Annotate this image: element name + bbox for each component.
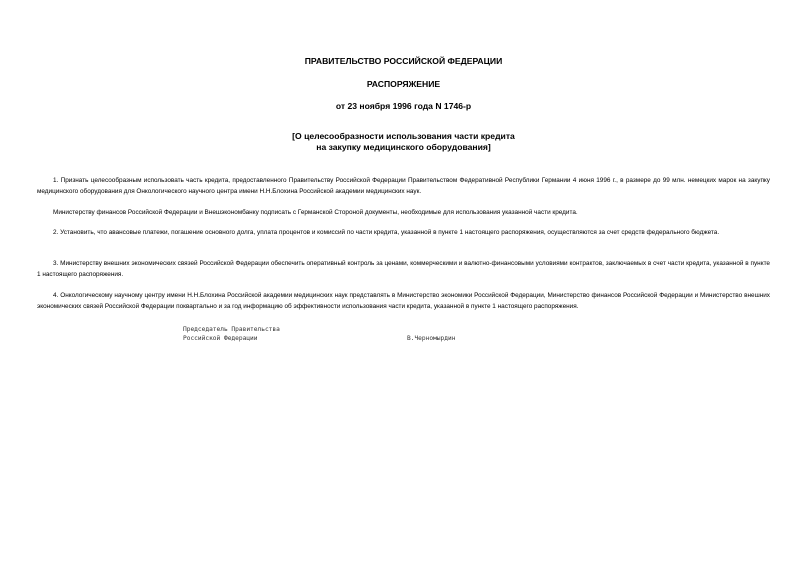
paragraph-2: Министерству финансов Российской Федерации и Внешэкономбанку подписать с Германской Стороной документы, необходимые для использования указанной части кредита.: [53, 209, 578, 217]
document-date-number: от 23 ноября 1996 года N 1746-р: [335, 101, 472, 111]
document-title-line-2: на закупку медицинского оборудования]: [316, 142, 491, 152]
paragraph-1: 1. Признать целесообразным использовать часть кредита, предоставленного Правительству Российской Федерации Правительством Федеративной Республики Германии 4 июня 1996 г., в размере до 99 млн. немецких марок на закупку медицинского оборудования для Онкологического научного центра имени Н.Н.Блохина Российской академии медицинских наук.: [37, 177, 770, 195]
signatory-name: В.Черномырдин: [407, 335, 456, 342]
signature-block: [0, 325, 807, 349]
paragraph-3: 2. Установить, что авансовые платежи, погашение основного долга, уплата процентов и комиссий по части кредита, указанной в пункте 1 настоящего распоряжения, осуществляются за счет средств федерального бюджета.: [53, 229, 720, 237]
document-type: РАСПОРЯЖЕНИЕ: [366, 79, 441, 89]
document-title-line-1: [О целесообразности использования части кредита: [292, 131, 515, 141]
paragraph-5: 4. Онкологическому научному центру имени Н.Н.Блохина Российской академии медицинских наук представлять в Министерство экономики Российской Федерации, Министерство финансов Российской Федерации и Министерство внешних экономических связей Российской Федерации поквартально и за год информацию об эффективности использования части кредита, указанной в пункте 1 настоящего распоряжения.: [37, 292, 770, 310]
paragraph-4: 3. Министерству внешних экономических связей Российской Федерации обеспечить оперативный контроль за ценами, коммерческими и валютно-финансовыми условиями контрактов, заключаемых в счет части кредита, указанной в пункте 1 настоящего распоряжения.: [37, 260, 770, 278]
signatory-position-line-1: Председатель Правительства: [183, 326, 280, 333]
signatory-position-line-2: Российской Федерации: [183, 335, 258, 342]
document-issuer: ПРАВИТЕЛЬСТВО РОССИЙСКОЙ ФЕДЕРАЦИИ: [304, 56, 503, 66]
